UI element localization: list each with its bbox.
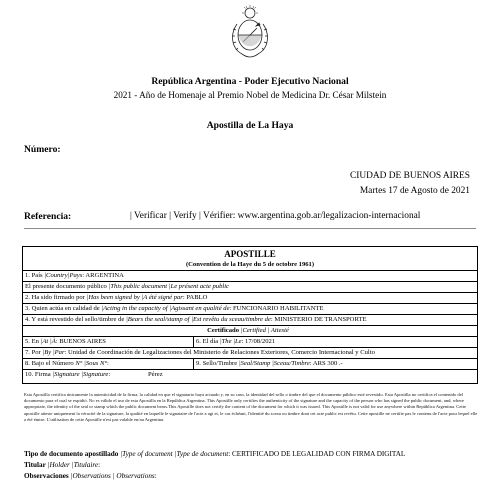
document-type-line: [24, 450, 405, 458]
country-label: 1. País: [25, 272, 45, 279]
legal-disclaimer: Esta Apostilla certifica únicamente la autenticidad de la firma, la calidad en que el signatario haya actuado y, en su caso, la identidad del sello o timbre del que el documento público esté revestido. Esta Apostilla no certifica el contenido del documento para el cual se expidió. No es válido el uso de esta Apostilla en la República Argentina. This Apostille only certifies the authenticity of the signature and the capacity of the person who has signed the public document, and, where appropriate, the identity of the seal or stamp which the public document bears.This Apostille does not certify the content of the document for which it was issued. This Apostille is not valid for use anywhere within República Argentina. Cette apostille atteste uniquement la véracité de la signature, la qualité en laquelle le signataire de l'acte a agi et, le cas échéant, l'identité du sceau ou timbre dont cet acte public est revêtu. Cette apostille ne certifie pas le contenu de l'acte pour lequel elle a été émise. L'utilisation de cette Apostille n'est pas valable en/au Argentina.: [24, 392, 478, 422]
capacity-value: : FUNCIONARIO HABILITANTE: [229, 305, 324, 312]
observations-label: Observaciones: [24, 472, 71, 480]
referencia-verification-text: | Verificar | Verify | Vérifier: www.argentina.gob.ar/legalizacion-internacional: [130, 211, 421, 221]
stamp-value: : ARS 300 .-: [309, 360, 343, 367]
place-translation: |At |À: [40, 338, 56, 345]
observations-line: [24, 472, 157, 480]
issue-date: Martes 17 de Agosto de 2021: [359, 186, 470, 196]
seal-translation: |Bears the seal/stamp of |Est revêtu du sceau/timbre de: [125, 316, 271, 323]
numero-label: Número:: [24, 144, 61, 155]
coat-of-arms-emblem: [228, 4, 272, 62]
observations-value: :: [154, 472, 157, 480]
date-label: 6. El día: [196, 338, 220, 345]
public-document-translation: |This public document |Le présent acte public: [108, 283, 229, 290]
document-title: Apostilla de La Haya: [206, 120, 294, 131]
apostille-row-place-date: [23, 336, 477, 347]
issued-by-value: : Unidad de Coordinación de Legalizaciones del Ministerio de Relaciones Exteriores, Comercio Internacional y Culto: [64, 349, 375, 356]
number-value: :: [107, 360, 109, 367]
public-document-label: El presente documento público: [25, 283, 109, 290]
number-label: 8. Bajo el Número: [25, 360, 76, 367]
number-translation: N° |Sous N°: [75, 360, 107, 367]
referencia-label: Referencia:: [24, 211, 72, 222]
place-value: : BUENOS AIRES: [55, 338, 106, 345]
document-type-label: Tipo de documento apostillado: [24, 450, 121, 458]
apostille-row-seal: [23, 314, 477, 325]
country-value: : ARGENTINA: [82, 272, 124, 279]
apostille-row-issued-by: [23, 347, 477, 358]
signature-value: :: [108, 371, 111, 378]
apostille-row-signed-by: [23, 292, 477, 303]
seal-label: 4. Y está revestido del sello/timbre de: [25, 316, 126, 323]
apostille-row-number-stamp: [23, 358, 477, 369]
date-translation: |The |Le: [219, 338, 242, 345]
issued-by-translation: |By |Par: [42, 349, 65, 356]
certified-label: Certificado: [207, 327, 241, 334]
holder-value: :: [98, 461, 101, 469]
date-value: : 17/08/2021: [241, 338, 276, 345]
government-header: República Argentina - Poder Ejecutivo Nacional: [151, 76, 349, 87]
certified-translation: |Certified | Attesté: [240, 327, 289, 334]
signature-label: 10. Firma: [25, 371, 53, 378]
signed-by-translation: |Has been signed by |A été signé par: [86, 294, 183, 301]
document-type-value: : CERTIFICADO DE LEGALIDAD CON FIRMA DIGITAL: [228, 450, 406, 458]
holder-translation: |Holder |Titulaire: [47, 461, 99, 469]
apostille-row-certified: [23, 325, 477, 336]
signature-translation: |Signature |Signature: [52, 371, 109, 378]
stamp-translation: |Seal/Stamp |Sceau/Timbre: [238, 360, 310, 367]
signed-by-label: 2. Ha sido firmado por: [25, 294, 87, 301]
signed-by-value: : PABLO: [182, 294, 208, 301]
country-translation: |Country|Pays: [44, 272, 83, 279]
apostille-box: [22, 246, 478, 384]
document-type-translation: |Type of document |Type de document: [120, 450, 229, 458]
issued-by-label: 7. Por: [25, 349, 43, 356]
capacity-translation: |Acting in the capacity of |Agissant en qualité de: [101, 305, 230, 312]
apostille-row-capacity: [23, 303, 477, 314]
apostille-convention: (Convention de la Haye du 5 de octobre 1961): [185, 261, 315, 268]
header-separator: [24, 228, 476, 229]
apostille-row-signature: [23, 369, 477, 380]
holder-line: [24, 461, 100, 469]
apostille-title: APOSTILLE: [224, 249, 276, 259]
capacity-label: 3. Quien actúa en calidad de: [25, 305, 102, 312]
signer-name: Pérez: [148, 371, 163, 378]
issue-city: CIUDAD DE BUENOS AIRES: [349, 171, 470, 181]
stamp-label: 9. Sello/Timbre: [196, 360, 239, 367]
apostille-row-public-document: [23, 281, 477, 292]
observations-translation: |Observations | Observations: [70, 472, 155, 480]
seal-value: : MINISTERIO DE TRANSPORTE: [270, 316, 367, 323]
holder-label: Titular: [24, 461, 48, 469]
apostille-row-country: [23, 270, 477, 281]
place-label: 5. En: [25, 338, 41, 345]
year-motto-line: 2021 - Año de Homenaje al Premio Nobel de Medicina Dr. César Milstein: [113, 90, 387, 100]
